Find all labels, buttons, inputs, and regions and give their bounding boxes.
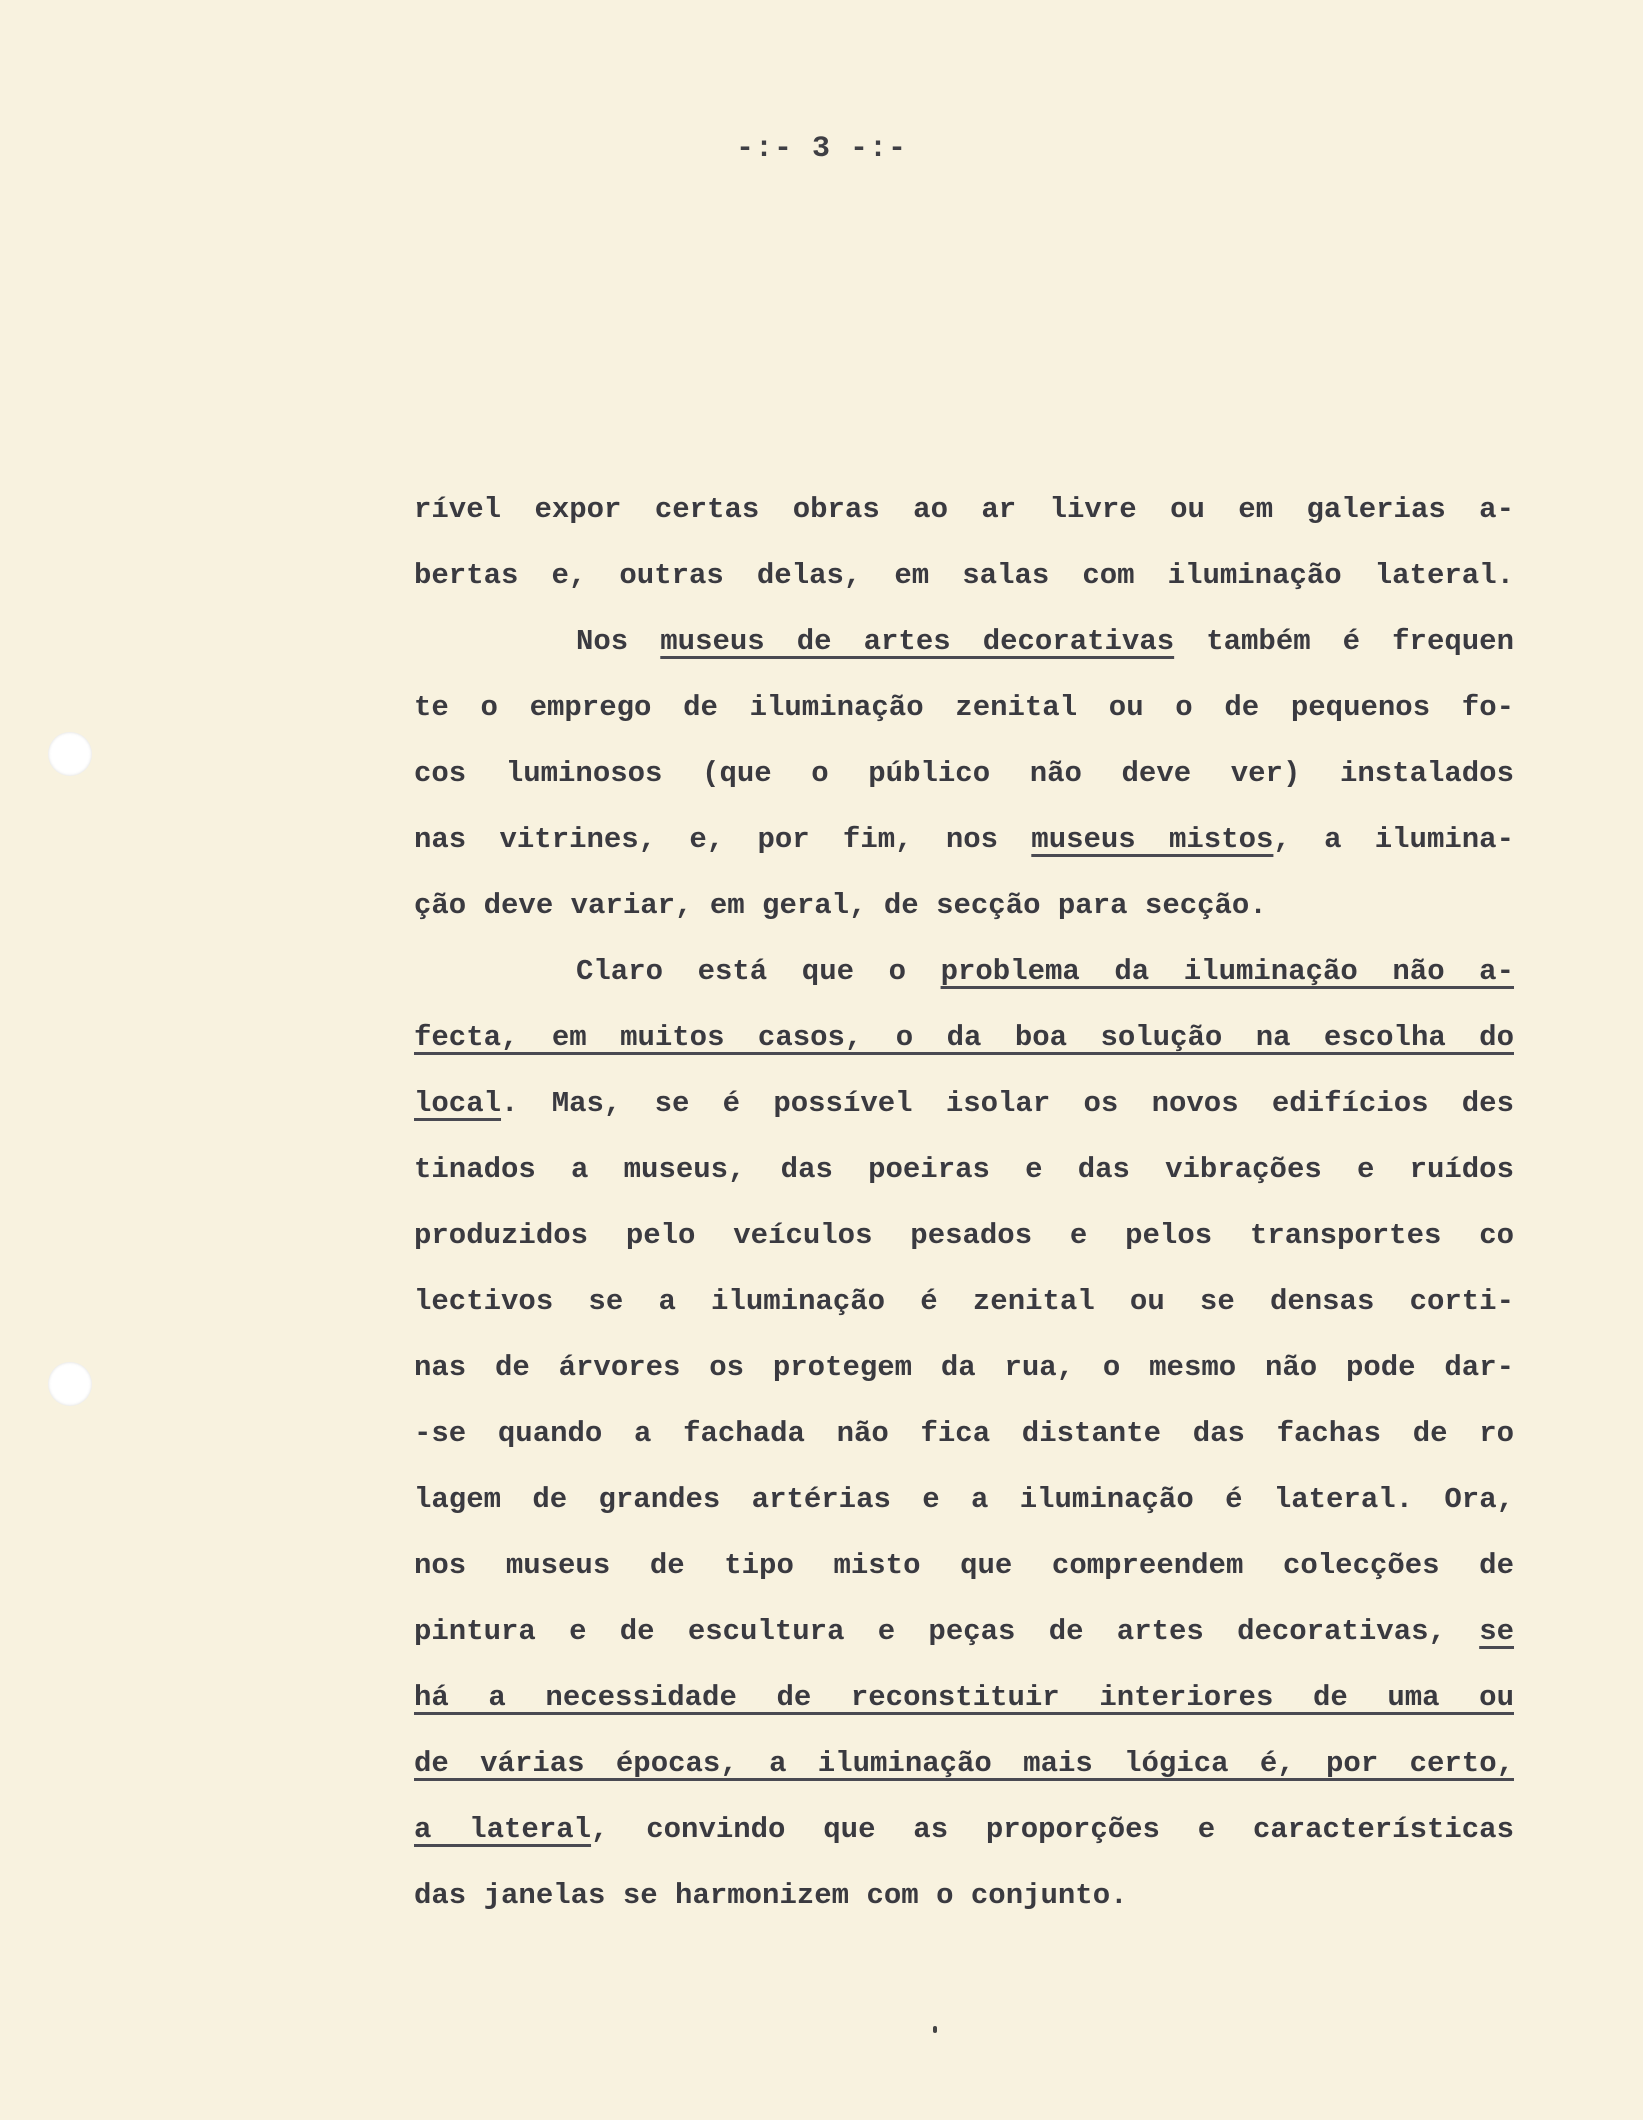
line-text: nas vitrines, e, por fim, nos <box>414 823 1032 856</box>
text-line: lagem de grandes artérias e a iluminação é lateral. Ora, <box>414 1483 1514 1516</box>
line-text: . Mas, se é possível isolar os novos edifícios des <box>501 1087 1514 1120</box>
line-text: Claro está que o <box>576 955 941 988</box>
underlined-text: a lateral <box>414 1813 592 1846</box>
page-number: -:- 3 -:- <box>735 132 908 166</box>
text-line <box>414 949 1514 1015</box>
underlined-text: se <box>1479 1615 1514 1648</box>
text-line: das janelas se harmonizem com o conjunto. <box>414 1879 1128 1912</box>
text-line <box>414 817 1514 883</box>
line-text: pintura e de escultura e peças de artes decorativas, <box>414 1615 1480 1648</box>
punch-hole-top <box>48 732 92 776</box>
text-line <box>414 1015 1514 1081</box>
text-line: ção deve variar, em geral, de secção para secção. <box>414 889 1267 922</box>
text-line: bertas e, outras delas, em salas com iluminação lateral. <box>414 559 1514 592</box>
text-line <box>414 1741 1514 1807</box>
text-line: rível expor certas obras ao ar livre ou em galerias a- <box>414 493 1514 526</box>
text-line: lectivos se a iluminação é zenital ou se densas corti- <box>414 1285 1514 1318</box>
line-text: , convindo que as proporções e características <box>591 1813 1514 1846</box>
text-line: tinados a museus, das poeiras e das vibrações e ruídos <box>414 1153 1514 1186</box>
line-text: , a ilumina- <box>1273 823 1514 856</box>
underlined-text: museus de artes decorativas <box>660 625 1175 658</box>
line-text: também é frequen <box>1174 625 1514 658</box>
text-line: nos museus de tipo misto que compreendem colecções de <box>414 1549 1514 1582</box>
text-line <box>414 619 1514 685</box>
text-line: te o emprego de iluminação zenital ou o de pequenos fo- <box>414 691 1514 724</box>
text-line: produzidos pelo veículos pesados e pelos transportes co <box>414 1219 1514 1252</box>
ink-speck <box>933 2026 937 2033</box>
text-line <box>414 1675 1514 1741</box>
text-line <box>414 1081 1514 1147</box>
underlined-text: museus mistos <box>1031 823 1274 856</box>
underlined-text: fecta, em muitos casos, o da boa solução na escolha do <box>414 1021 1514 1054</box>
underlined-text: de várias épocas, a iluminação mais lógica é, por certo, <box>414 1747 1514 1780</box>
text-line: -se quando a fachada não fica distante das fachas de ro <box>414 1417 1514 1450</box>
text-line <box>414 1609 1514 1675</box>
body-text <box>414 487 1514 1939</box>
punch-hole-bottom <box>48 1362 92 1406</box>
underlined-text: local <box>414 1087 502 1120</box>
text-line: nas de árvores os protegem da rua, o mesmo não pode dar- <box>414 1351 1514 1384</box>
underlined-text: há a necessidade de reconstituir interiores de uma ou <box>414 1681 1514 1714</box>
line-text: Nos <box>576 625 661 658</box>
underlined-text: problema da iluminação não a- <box>940 955 1514 988</box>
text-line: cos luminosos (que o público não deve ver) instalados <box>414 757 1514 790</box>
text-line <box>414 1807 1514 1873</box>
